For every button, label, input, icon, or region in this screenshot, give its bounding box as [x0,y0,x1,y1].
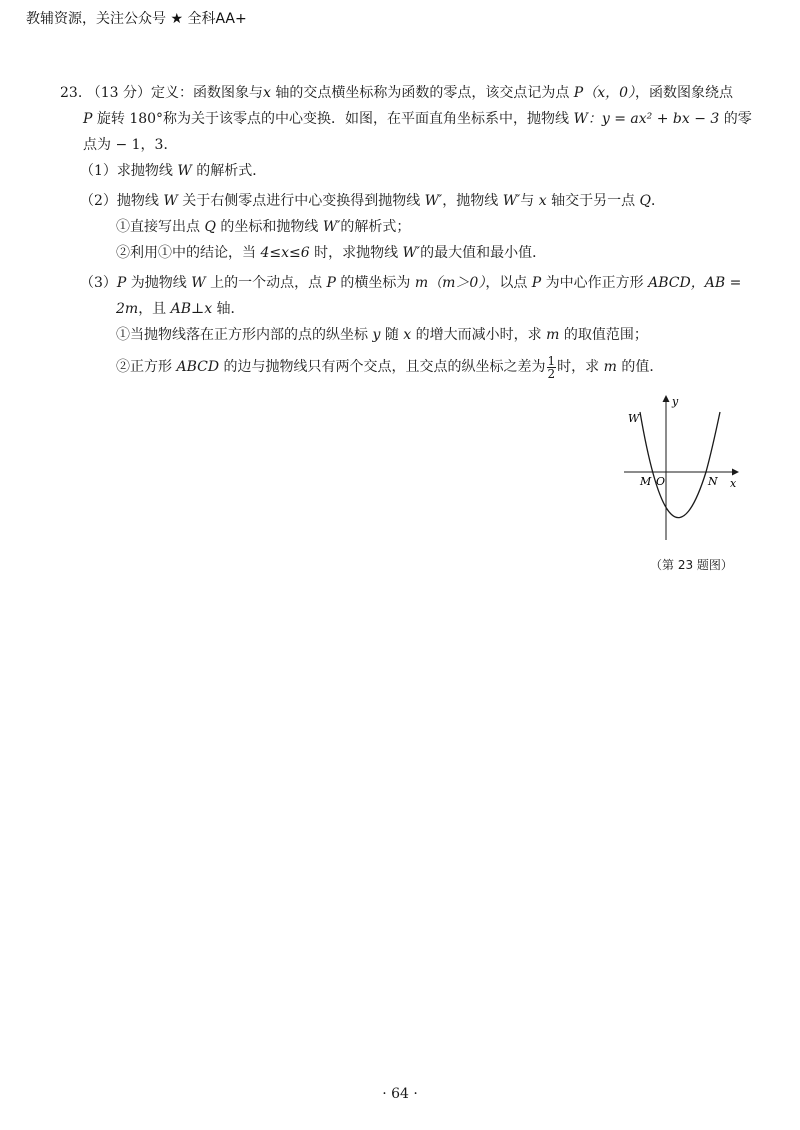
text-span: （3） [80,275,117,291]
text-span: 上的一个动点，点 [205,275,327,291]
text-span: 与 [520,193,539,209]
text-span: 时，求抛物线 [309,245,403,261]
text-span: 轴． [212,301,245,317]
question-3-line-2 [116,296,245,322]
text-span: 的最大值和最小值． [420,245,547,261]
text-span: （2）抛物线 [80,193,164,209]
math-W-prime: W′ [402,245,421,261]
text-span: （13 分）定义：函数图象与 [86,85,263,101]
text-span: ①当抛物线落在正方形内部的点的纵坐标 [116,327,373,343]
question-2 [80,188,665,214]
text-span: 为中心作正方形 [541,275,649,291]
text-span: 轴交于另一点 [546,193,640,209]
text-span: 时，求 [557,359,604,375]
math-x: x [538,193,547,209]
math-y: y [372,327,381,343]
text-span: 为抛物线 [126,275,192,291]
text-span: 的解析式； [340,219,411,235]
text-span: 旋转 180°称为关于该零点的中心变换．如图，在平面直角坐标系中，抛物线 [92,111,574,127]
math-m: m [603,359,617,375]
math-2m: 2m [116,301,139,317]
math-x: x [403,327,412,343]
math-W: W [191,275,206,291]
math-W-prime: W′ [502,193,521,209]
math-W: W [163,193,178,209]
parabola-figure [612,390,752,550]
text-span: （1）求抛物线 [80,163,178,179]
math-inequality: 4≤x≤6 [260,245,310,261]
text-span: ②利用①中的结论，当 [116,245,261,261]
math-x: x [262,85,271,101]
text-span: 的增大而减小时，求 [411,327,547,343]
math-perpendicular: AB⊥x [170,301,213,317]
header-text: 教辅资源，关注公众号 ★ 全科AA+ [26,11,247,27]
fraction-denominator: 2 [547,366,556,381]
math-m-condition: m（m＞0） [414,275,486,291]
text-span: ①直接写出点 [116,219,205,235]
question-2-part-2 [116,240,546,266]
text-span: ，且 [138,301,171,317]
problem-line-2 [83,106,752,132]
label-W: W [628,412,640,425]
problem-line-3: 点为 − 1，3． [83,137,178,153]
text-span: 的值． [616,359,664,375]
text-span: 的横坐标为 [335,275,415,291]
text-span: 关于右侧零点进行中心变换得到抛物线 [177,193,425,209]
math-square: ABCD [176,359,220,375]
label-M: M [640,475,652,488]
math-W-prime: W′ [322,219,341,235]
math-Q: Q [639,193,652,209]
fraction-one-half [547,355,557,380]
problem-number: 23. [60,85,83,101]
math-W: W [177,163,192,179]
question-3 [80,270,741,296]
question-2-part-1 [116,214,410,240]
text-span: ②正方形 [116,359,177,375]
text-span: 的取值范围； [559,327,648,343]
parabola-curve [640,412,720,518]
text-span: ，以点 [485,275,532,291]
text-span: ，抛物线 [442,193,503,209]
question-1 [80,158,266,184]
label-y: y [672,395,679,408]
math-P: P [326,275,336,291]
figure-caption: （第 23 题图） [650,558,733,572]
text-span: 随 [380,327,404,343]
text-span: 轴的交点横坐标称为函数的零点，该交点记为点 [270,85,574,101]
math-m: m [546,327,560,343]
label-O: O [656,475,666,488]
math-square: ABCD，AB = [648,275,742,291]
math-P: P [116,275,127,291]
math-W-prime: W′ [424,193,443,209]
text-span: ． [651,193,666,209]
question-3-part-2 [116,354,663,380]
math-parabola-W: W：y = ax² + bx − 3 [573,111,720,127]
text-span: 的解析式． [191,163,267,179]
math-P: P [83,111,93,127]
text-span: ，函数图象绕点 [635,85,734,101]
question-3-part-1 [116,322,648,348]
fraction-numerator: 1 [547,353,556,368]
page-number: · 64 · [382,1086,418,1102]
label-N: N [708,475,718,488]
math-P: P [531,275,542,291]
label-x: x [730,477,737,490]
problem-line-1 [60,80,733,106]
math-Q: Q [204,219,216,235]
text-span: 的边与抛物线只有两个交点，且交点的纵坐标之差为 [219,359,546,375]
text-span: 的零 [719,111,752,127]
text-span: 的坐标和抛物线 [215,219,323,235]
math-point-P: P（x，0） [573,85,636,101]
